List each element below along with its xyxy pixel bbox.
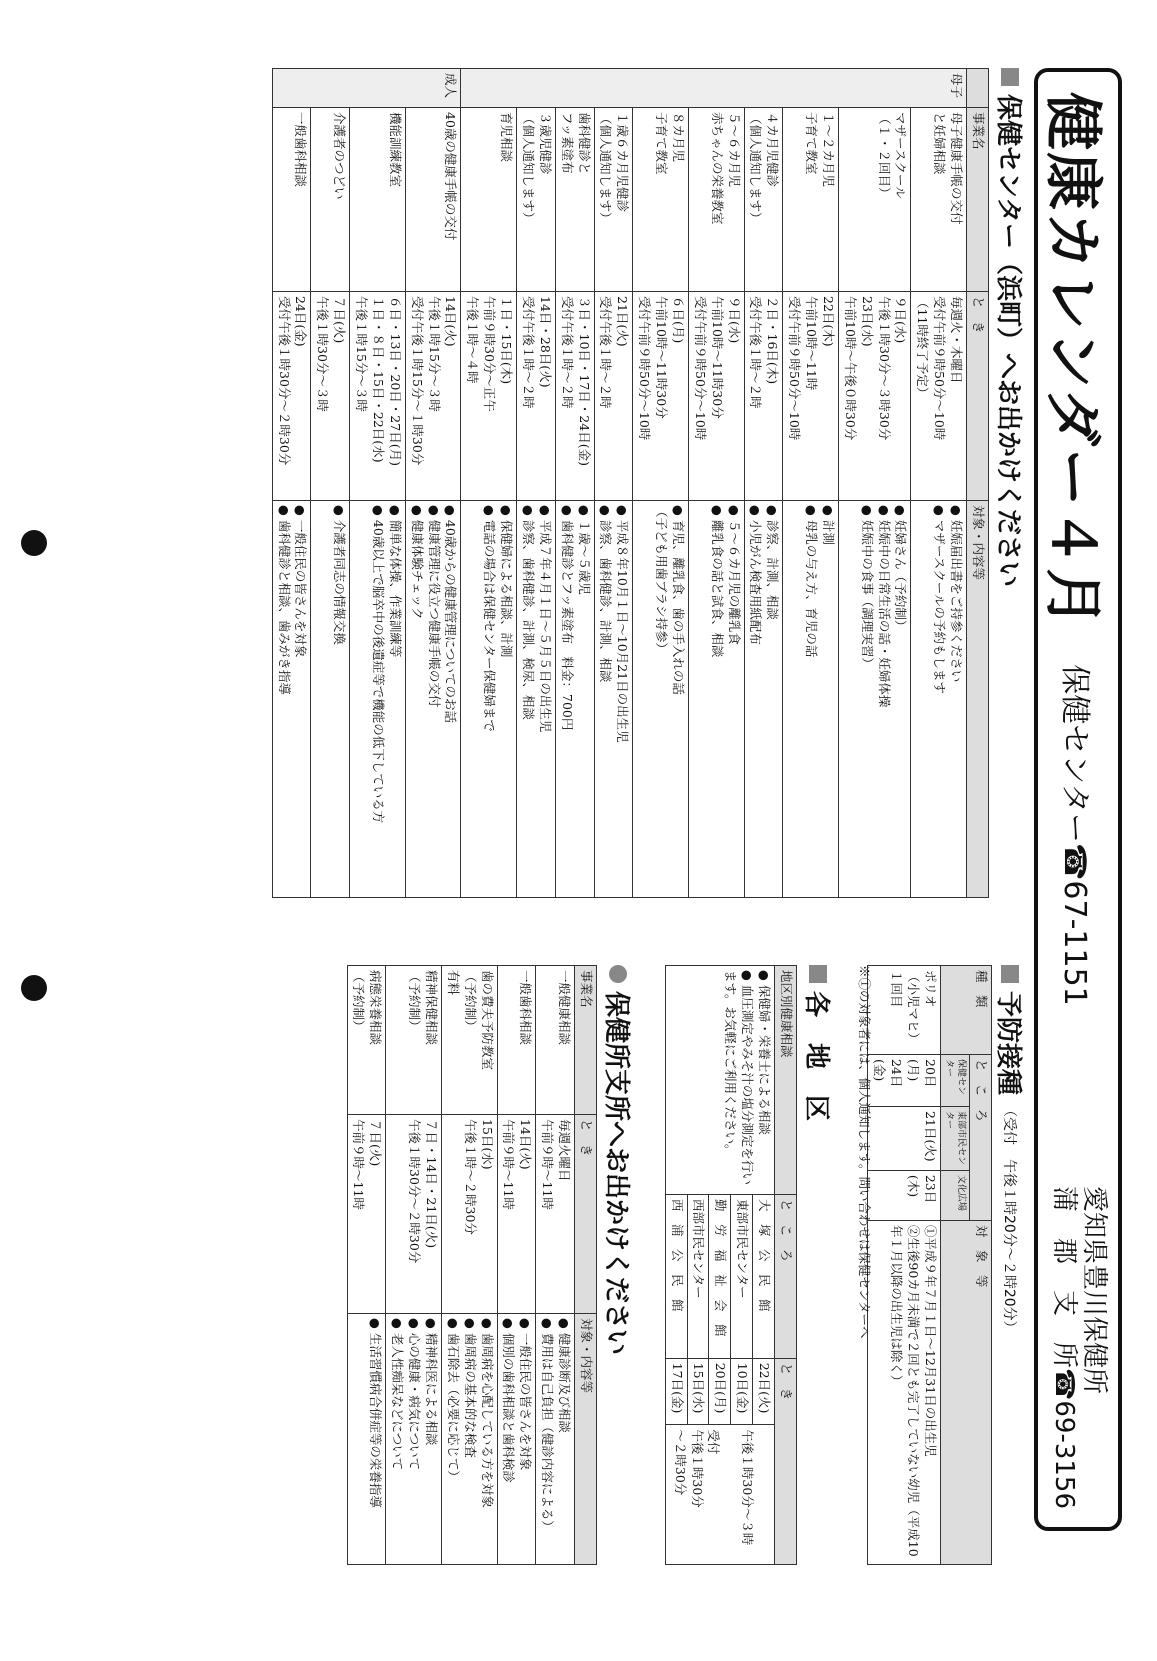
- content-item: ● 介護者同志の情報交換: [330, 505, 347, 893]
- program-time: １日・15日(木) 午前９時30分～正午 午後１時～４時: [461, 292, 517, 501]
- table-row: [744, 69, 783, 898]
- square-bullet-icon: [1002, 68, 1020, 86]
- content-cell: [347, 1314, 386, 1565]
- program-time: ６日(月) 午前10時～11時30分 受付午前９時50分～10時: [633, 292, 689, 501]
- category-adult: 成人: [272, 69, 461, 108]
- content-item: ● 一般住民の皆さんを対象: [517, 1318, 534, 1560]
- table-row: [517, 69, 556, 898]
- district-item: ● 保健婦・栄養士による相談: [755, 970, 772, 1190]
- district-date: 22日(火): [753, 1358, 775, 1425]
- health-center-heading: 保健センター（浜町）へお出かけください: [992, 68, 1029, 587]
- col-header: 事業名: [575, 966, 597, 1115]
- table-row: [783, 69, 839, 898]
- table-row: [633, 69, 689, 898]
- content-item: ● 40歳以上で脳卒中の後遺症等で機能の低下している方: [369, 505, 386, 893]
- content-item: ● 40歳からの健康管理についてのお話: [442, 505, 459, 893]
- district-date: 10日(金): [731, 1358, 753, 1425]
- program-time: ７日(火) 午後１時30分～３時: [311, 292, 350, 501]
- program-name: 育児相談: [461, 108, 517, 292]
- program-name: 精神保健相談 （予約制）: [386, 966, 442, 1115]
- district-place: 西 浦 公 民 館: [665, 1195, 687, 1359]
- content-cell: [272, 501, 311, 898]
- col-header: 事業名: [967, 108, 989, 292]
- punch-hole: [21, 975, 47, 1001]
- content-cell: [405, 501, 461, 898]
- content-cell: [517, 501, 556, 898]
- vaccine-table: 種 類 と こ ろ 対 象 等 保健センター 東部市民センター 文化広場 ポリオ （小児マヒ） １回目 20日(月) 24日(金) 21日(火) 23日(木) ①平成９年７月１日～12月31日の出生児 ②生後90カ月未満で２回とも完了していない幼児（平成10年１月以降の出生児は除く）: [867, 965, 992, 1565]
- table-row: [461, 69, 517, 898]
- branch-heading: 保健所支所へお出かけください: [600, 965, 637, 1355]
- table-row: [497, 966, 536, 1565]
- content-item: ● 妊娠中の日常生活の話・妊婦体操: [875, 505, 892, 893]
- table-row: [594, 69, 633, 898]
- content-item: ● 歯石除去（必要に応じて）: [444, 1318, 461, 1560]
- content-cell: [350, 501, 406, 898]
- program-name: 歯の費夫予防教室 （予約制） 有料: [442, 966, 498, 1115]
- district-reception: 受付 午後１時30分 ～２時30分: [672, 1429, 722, 1508]
- program-name: 機能訓練教室: [350, 108, 406, 292]
- program-name: 一般歯科相談: [497, 966, 536, 1115]
- content-item: ● 健康診断及び相談: [555, 1318, 572, 1560]
- district-place: 西部市民センター: [687, 1195, 709, 1359]
- program-time: 14日(火) 午後１時15分～３時 受付午後１時15分～１時30分: [405, 292, 461, 501]
- district-date: 17日(金): [665, 1358, 687, 1425]
- table-row: [350, 69, 406, 898]
- content-item: ● 育児、離乳食、歯の手入れの話 （子ども用歯ブラシ持参）: [652, 505, 686, 893]
- square-bullet-icon: [810, 965, 828, 983]
- program-name: ５～６カ月児 赤ちゃんの栄養教室: [689, 108, 745, 292]
- program-name: 介護者のつどい: [311, 108, 350, 292]
- col-header: と き: [575, 1115, 597, 1314]
- program-time: ６日・13日・20日・27日(月) １日・８日・15日・22日(水) 午後１時15分～３時: [350, 292, 406, 501]
- district-heading: 各 地 区: [800, 965, 837, 1121]
- health-center-table: [272, 68, 989, 898]
- content-item: ● 歯科健診とフッ素塗布 料金：700円: [558, 505, 575, 893]
- vaccine-date: 20日(月) 24日(金): [868, 1055, 941, 1107]
- content-cell: [689, 501, 745, 898]
- category-mother-child: 母子: [461, 69, 967, 108]
- square-bullet-icon: [1002, 965, 1020, 983]
- table-row: [689, 69, 745, 898]
- table-row: [405, 69, 461, 898]
- health-center-phone: 保健センター☎67-1151: [1057, 664, 1092, 1006]
- circle-bullet-icon: [610, 965, 628, 983]
- content-cell: [536, 1314, 575, 1565]
- content-item: ● 診察、歯科健診、計測、検尿、相談: [519, 505, 536, 893]
- content-item: ● １歳～５歳児: [575, 505, 592, 893]
- content-item: ● 母乳の与え方、育児の話: [802, 505, 819, 893]
- content-cell: [311, 501, 350, 898]
- program-time: 14日(火) 午前９時～11時: [497, 1115, 536, 1314]
- vaccine-heading: 予防接種 （受付 午後１時20分～２時20分）: [992, 965, 1029, 1335]
- table-row: [839, 69, 912, 898]
- content-item: ● 一般住民の皆さんを対象: [292, 505, 309, 893]
- content-item: ● 簡単な体操、作業訓練等: [386, 505, 403, 893]
- content-cell: [633, 501, 689, 898]
- branch-office: [1048, 1186, 1108, 1509]
- col-header: 対象・内容等: [575, 1314, 597, 1565]
- program-name: １歳６カ月児健診 （個人通知します）: [594, 108, 633, 292]
- content-item: ● 計測: [819, 505, 836, 893]
- program-time: ７日・14日・21日(火) 午後１時30分～２時30分: [386, 1115, 442, 1314]
- table-row: [536, 966, 575, 1565]
- content-item: ● 診察、計測、相談: [764, 505, 781, 893]
- content-item: ● 健康体験チェック: [408, 505, 425, 893]
- content-cell: [594, 501, 633, 898]
- content-item: ● 健康管理に役立つ健康手帳の交付: [425, 505, 442, 893]
- content-item: ● 平成７年４月１日～５月５日の出生児: [536, 505, 553, 893]
- content-item: ● 費用は自己負担（健診内容による）: [538, 1318, 555, 1560]
- vaccine-target: ①平成９年７月１日～12月31日の出生児 ②生後90カ月未満で２回とも完了していない幼児（平成10年１月以降の出生児は除く）: [868, 1220, 941, 1564]
- district-place: 大 塚 公 民 館: [753, 1195, 775, 1359]
- content-item: ● 歯周病を心配している方を対象: [478, 1318, 495, 1560]
- content-item: ● 心の健康・病気について: [405, 1318, 422, 1560]
- col-header: 対象・内容等: [967, 501, 989, 898]
- program-time: ２日・16日(木) 受付午後１時～２時: [744, 292, 783, 501]
- program-time: 24日(金) 受付午後１時30分～２時30分: [272, 292, 311, 501]
- table-row: [555, 69, 594, 898]
- program-name: 40歳の健康手帳の交付: [405, 108, 461, 292]
- content-cell: [911, 501, 967, 898]
- content-item: ● 老人性痴呆などについて: [388, 1318, 405, 1560]
- vaccine-date: 23日(木): [868, 1170, 941, 1220]
- content-item: ● 妊娠届出書をご持参ください: [947, 505, 964, 893]
- program-time: 毎週火・木曜日 受付午前９時50分～10時 （11時終了予定）: [911, 292, 967, 501]
- content-cell: [839, 501, 912, 898]
- content-item: ● 精神科医による相談: [422, 1318, 439, 1560]
- program-name: 一般歯科相談: [272, 108, 311, 292]
- vaccine-note: ※①の対象者には、個人通知します。問い合わせは保健センターへ: [857, 965, 872, 1339]
- program-time: ３日・10日・17日・24日(金) 受付午後１時～２時: [555, 292, 594, 501]
- content-cell: [461, 501, 517, 898]
- program-name: 歯科健診と フッ素塗布: [555, 108, 594, 292]
- content-item: ● マザースクールの予約もします: [930, 505, 947, 893]
- content-item: ● 妊婦さん（予約制）: [892, 505, 909, 893]
- table-row: [272, 69, 311, 898]
- program-name: 一般健康相談: [536, 966, 575, 1115]
- vaccine-date: 21日(火): [868, 1106, 941, 1170]
- page-title: 健康カレンダー４月: [1039, 92, 1107, 629]
- content-item: ● 個別の歯科相談と歯科検診: [500, 1318, 517, 1560]
- district-date: 20日(月): [709, 1358, 731, 1425]
- title-banner: [1034, 68, 1122, 1531]
- district-table: 地区別健康相談 と こ ろ と き ● 保健婦・栄養士による相談 ● 血圧測定やみそ汁の塩分測定を行います。お気軽にご利用ください。 大 塚 公 民 館 22日(火) 午後１時30分～３時 受付 午後１時30分 ～２時30分 東部市民センター 10日(金) 勤 労 福 祉 会 館 20日(月) 西部市民センター 15日(水) 西 浦 公 民 館 17日(金): [665, 965, 797, 1565]
- program-time: ９日(水) 午後１時30分～３時30分 23日(水) 午前10時～午後０時30分: [839, 292, 912, 501]
- district-date: 15日(水): [687, 1358, 709, 1425]
- program-name: ３歳児健診 （個人通知します）: [517, 108, 556, 292]
- content-item: ● 離乳食の話と試食、相談: [708, 505, 725, 893]
- vaccine-kind: ポリオ （小児マヒ） １回目: [868, 966, 941, 1055]
- district-place: 東部市民センター: [731, 1195, 753, 1359]
- program-name: ８カ月児 子育て教室: [633, 108, 689, 292]
- content-item: ● 小児がん検査用紙配布: [747, 505, 764, 893]
- content-item: ● 電話の場合は保健センター保健婦まで: [480, 505, 497, 893]
- program-time: ９日(水) 午前10時～11時30分 受付午前９時50分～10時: [689, 292, 745, 501]
- program-name: １～２カ月児 子育て教室: [783, 108, 839, 292]
- program-time: 毎週火曜日 午前９時～11時: [536, 1115, 575, 1314]
- content-item: ● 保健婦による相談、計測: [497, 505, 514, 893]
- district-item: ● 血圧測定やみそ汁の塩分測定を行います。お気軽にご利用ください。: [722, 970, 756, 1190]
- table-row: [911, 69, 967, 898]
- program-name: 母子健康手帳の交付 と妊婦相談: [911, 108, 967, 292]
- program-time: 22日(木) 午前10時～11時 受付午前９時50分～10時: [783, 292, 839, 501]
- table-row: [311, 69, 350, 898]
- content-cell: [497, 1314, 536, 1565]
- table-row: [386, 966, 442, 1565]
- content-item: ● 妊娠中の食事（調理実習）: [858, 505, 875, 893]
- col-header: と き: [967, 292, 989, 501]
- content-cell: [783, 501, 839, 898]
- office-phone: 蒲 郡 支 所☎69-3156: [1049, 1185, 1079, 1509]
- program-time: 14日・28日(火) 受付午後１時～２時: [517, 292, 556, 501]
- content-item: ● 平成８年10月１日～10月21日の出生児: [614, 505, 631, 893]
- punch-hole: [21, 530, 47, 556]
- content-item: ● 歯科健診と相談、歯みがき指導: [275, 505, 292, 893]
- content-cell: [442, 1314, 498, 1565]
- program-time: 21日(火) 受付午後１時～２時: [594, 292, 633, 501]
- content-item: ● 生活習慣病合併症等の栄養指導: [367, 1318, 384, 1560]
- content-cell: [386, 1314, 442, 1565]
- program-name: ４カ月児健診 （個人通知します）: [744, 108, 783, 292]
- table-row: [442, 966, 498, 1565]
- program-time: ７日(火) 午前９時～11時: [347, 1115, 386, 1314]
- district-place: 勤 労 福 祉 会 館: [709, 1195, 731, 1359]
- content-cell: [744, 501, 783, 898]
- content-item: ● ５～６カ月児の離乳食: [725, 505, 742, 893]
- program-name: マザースクール （１・２回目）: [839, 108, 912, 292]
- program-name: 病態栄養相談 （予約制）: [347, 966, 386, 1115]
- content-cell: [555, 501, 594, 898]
- district-time: 午後１時30分～３時: [740, 1429, 756, 1546]
- office-name: 愛知県豊川保健所: [1078, 1185, 1109, 1394]
- table-row: [347, 966, 386, 1565]
- content-item: ● 診察、歯科健診、計測、相談: [597, 505, 614, 893]
- branch-table: [347, 965, 597, 1565]
- program-time: 15日(水) 午後１時～２時30分: [442, 1115, 498, 1314]
- content-item: ● 歯周病の基本的な検査: [461, 1318, 478, 1560]
